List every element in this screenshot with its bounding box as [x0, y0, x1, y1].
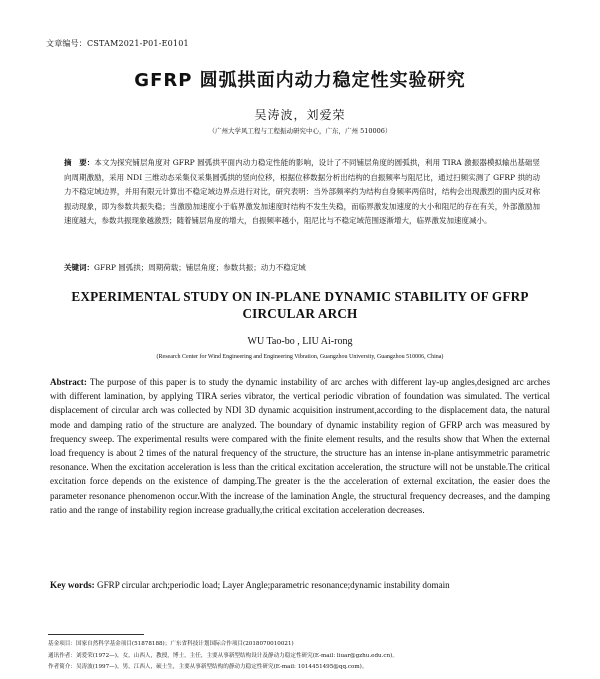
chinese-keywords-label: 关键词： — [64, 263, 94, 272]
chinese-abstract — [64, 156, 540, 229]
chinese-keywords — [64, 262, 540, 273]
footnote-funding: 基金项目：国家自然科学基金项目(51878188)；广东省科技计划国际合作项目(2018070010021) — [48, 641, 294, 647]
chinese-title: GFRP 圆弧拱面内动力稳定性实验研究 — [134, 70, 466, 91]
english-abstract — [50, 375, 550, 517]
chinese-abstract-text: 本文为探究铺层角度对 GFRP 圆弧拱平面内动力稳定性能的影响，设计了不同铺层角度的圆弧拱，利用 TIRA 激振器模拟输出基础竖向周期激励，采用 NDI 三维动态采集仪采集圆弧拱的竖向位移，根据位移数据分析出结构的自振频率与阻尼比，通过扫频实测了 GFRP 拱的动力不稳定域边界，并用有限元计算出不稳定域边界点进行对比，研究表明：当外部频率约为结构自身频率两倍时，结构会出现激烈的面内反对称振动现象，即为参数共振失稳；当激励加速度小于临界激发加速度时结构不发生失稳，而临界激发加速度的大小和阻尼的存在有关，外部激励加速度越大，参数共振现象越激烈；随着铺层角度的增大，自振频率越小，阻尼比与不稳定域范围逐渐增大，临界激发加速度减小。 — [64, 158, 541, 226]
footnote-divider — [48, 634, 144, 635]
english-keywords-text: GFRP circular arch;periodic load; Layer Angle;parametric resonance;dynamic instability domain — [97, 580, 450, 590]
article-number: 文章编号：CSTAM2021-P01-E0101 — [46, 39, 189, 48]
footnote-author-bio: 作者简介：吴涛波(1997—)，男，江西人，硕士生，主要从事新型结构的静动力稳定性研究(E-mail: 1014451495@qq.com)。 — [48, 664, 368, 670]
english-title-line-1: EXPERIMENTAL STUDY ON IN-PLANE DYNAMIC STABILITY OF GFRP — [71, 289, 529, 304]
english-title-line-2: CIRCULAR ARCH — [242, 306, 358, 321]
chinese-keywords-text: GFRP 圆弧拱；周期荷载；铺层角度；参数共振；动力不稳定域 — [94, 263, 306, 272]
english-keywords — [50, 580, 550, 590]
footnote-corresponding-author: 通讯作者：刘爱荣(1972—)，女，山西人，教授，博士，主任，主要从事新型结构设计及静动力稳定性研究(E-mail: liuar@gzhu.edu.cn)。 — [48, 652, 398, 659]
english-affiliation: (Research Center for Wind Engineering and Engineering Vibration, Guangzhou University, Guangzhou 510006, China) — [156, 354, 444, 360]
english-title — [50, 288, 550, 322]
english-abstract-label: Abstract: — [50, 377, 87, 387]
footnotes — [48, 639, 558, 674]
chinese-affiliation: （广州大学风工程与工程振动研究中心，广东，广州 510006） — [208, 127, 392, 135]
english-abstract-text: The purpose of this paper is to study the dynamic instability of arc arches with different lay-up angles,designed arc arches with different lamination, by applying TIRA series vibrator, the vertical periodic vibration of foundation was simulated. The vertical displacement of circular arch was collected by NDI 3D dynamic acquisition instrument,according to the displacement data, the natural mode and damping ratio of the structure are analyzed. The boundary of dynamic instability region of GFRP arch was measured by frequency sweep. The experimental results were compared with the finite element results, and the results show that When the external load frequency is about 2 times of the natural frequency of the structure, the structure has an intense in-plane antisymmetric parametric resonance. When the excitation acceleration is less than the critical excitation acceleration, the structure will not be unstable.The critical excitation force depends on the existence of damping.The greater is the the acceleration of external excitation, the easier does the parameter resonance phenomenon occur.With the increase of the lamination Angle, the structural frequency decreases, and the damping ratio and the range of instability region increase gradually,the critical excitation acceleration decreases. — [50, 377, 550, 515]
chinese-authors: 吴涛波，刘爱荣 — [254, 108, 346, 122]
chinese-abstract-label: 摘 要： — [64, 158, 95, 167]
english-keywords-label: Key words: — [50, 580, 95, 590]
english-authors: WU Tao-bo , LIU Ai-rong — [247, 336, 353, 347]
